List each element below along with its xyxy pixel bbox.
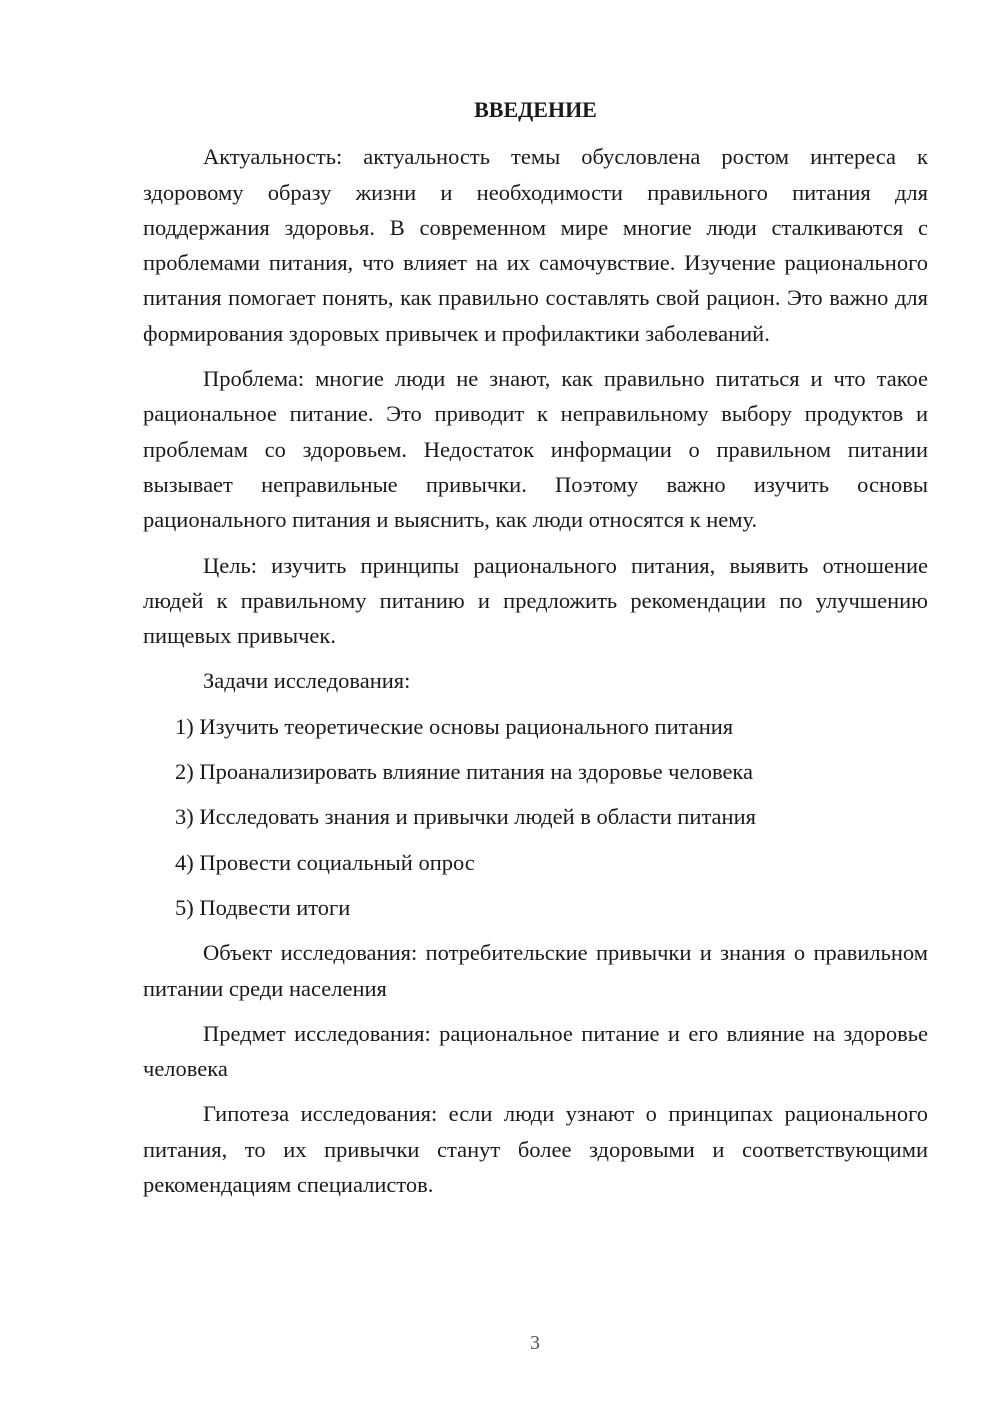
subject-paragraph: Предмет исследования: рациональное питание и его влияние на здоровье человека [143, 1020, 928, 1082]
object-paragraph: Объект исследования: потребительские привычки и знания о правильном питании среди населения [143, 940, 928, 1001]
task-item-1: 1) Изучить теоретические основы рационального питания [175, 713, 734, 739]
task-item-5: 5) Подвести итоги [175, 894, 351, 920]
task-item-4: 4) Провести социальный опрос [175, 849, 475, 875]
task-item-2: 2) Проанализировать влияние питания на здоровье человека [175, 759, 754, 785]
tasks-list [143, 709, 928, 925]
hypothesis-paragraph: Гипотеза исследования: если люди узнают о принципах рационального питания, то их привычки станут более здоровыми и соответствующими рекомендациям специалистов. [143, 1101, 928, 1198]
goal-paragraph: Цель: изучить принципы рационального питания, выявить отношение людей к правильному питанию и предложить рекомендации по улучшению пищевых привычек. [143, 552, 928, 649]
document-page [143, 92, 928, 1212]
relevance-paragraph: Актуальность: актуальность темы обусловлена ростом интереса к здоровому образу жизни и необходимости правильного питания для поддержания здоровья. В современном мире многие люди сталкиваются с проблемами питания, что влияет на их самочувствие. Изучение рационального питания помогает понять, как правильно составлять свой рацион. Это важно для формирования здоровых привычек и профилактики заболеваний. [143, 144, 928, 346]
tasks-heading: Задачи исследования: [203, 668, 411, 694]
problem-paragraph: Проблема: многие люди не знают, как правильно питаться и что такое рациональное питание. Это приводит к неправильному выбору продуктов и проблемам со здоровьем. Недостаток информации о правильном питании вызывает неправильные привычки. Поэтому важно изучить основы рационального питания и выяснить, как люди относятся к нему. [143, 366, 928, 533]
page-number: 3 [530, 1332, 540, 1354]
task-item-3: 3) Исследовать знания и привычки людей в области питания [175, 804, 756, 830]
page-title: ВВЕДЕНИЕ [474, 97, 597, 122]
